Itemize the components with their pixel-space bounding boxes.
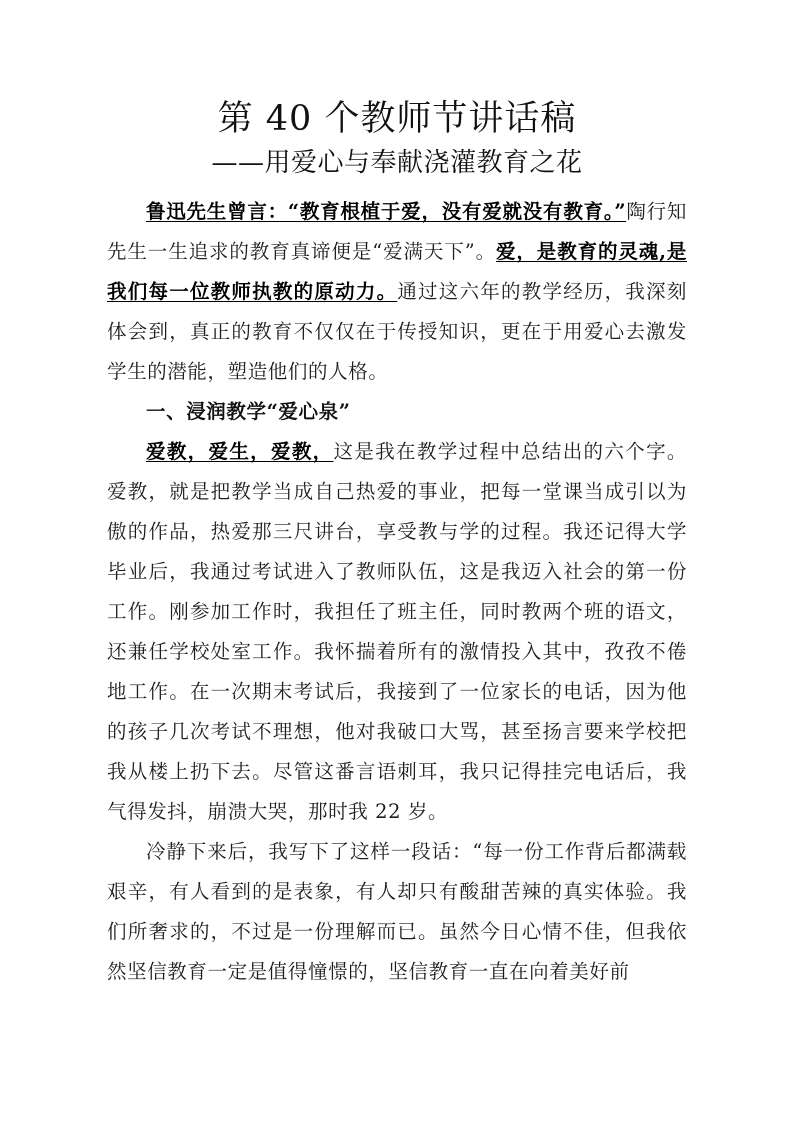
document-body — [107, 180, 687, 992]
page-subtitle: ——用爱心与奉献浇灌教育之花 — [211, 148, 583, 178]
body-text: 通过这六年的教学经历，我深刻体会到，真正的教育不仅仅在于传授知识，更在于用爱心去激发学生的潜能，塑造他们的人格。 — [107, 280, 687, 383]
emphasized-text: 爱教，爱生，爱教， — [146, 440, 334, 463]
section-heading-1: 一、浸润教学“爱心泉” — [146, 400, 351, 423]
paragraph-1 — [107, 192, 687, 392]
body-text: 冷静下来后，我写下了这样一段话：“每一份工作背后都满载艰辛，有人看到的是表象，有人却只有酸甜苦辣的真实体验。我们所奢求的，不过是一份理解而已。虽然今日心情不佳，但我依然坚信教育一定是值得憧憬的，坚信教育一直在向着美好前 — [107, 840, 687, 983]
body-text: 陶行知先生一生追求的教育真谛便是“爱满天下”。 — [107, 200, 687, 263]
emphasized-text: 鲁迅先生曾言：“教育根植于爱，没有爱就没有教育。” — [146, 200, 627, 223]
paragraph-3 — [107, 832, 687, 992]
body-text: 这是我在教学过程中总结出的六个字。爱教，就是把教学当成自己热爱的事业，把每一堂课当成引以为傲的作品，热爱那三尺讲台，享受教与学的过程。我还记得大学毕业后，我通过考试进入了教师队伍，这是我迈入社会的第一份工作。刚参加工作时，我担任了班主任，同时教两个班的语文，还兼任学校处室工作。我怀揣着所有的激情投入其中，孜孜不倦地工作。在一次期末考试后，我接到了一位家长的电话，因为他的孩子几次考试不理想，他对我破口大骂，甚至扬言要来学校把我从楼上扔下去。尽管这番言语刺耳，我只记得挂完电话后，我气得发抖，崩溃大哭，那时我 22 岁。 — [107, 440, 688, 823]
paragraph-2 — [107, 432, 687, 832]
page-title: 第 40 个教师节讲话稿 — [217, 99, 577, 139]
document-content — [107, 0, 687, 992]
emphasized-text: 爱，是教育的灵魂,是我们每一位教师执教的原动力。 — [107, 240, 687, 303]
